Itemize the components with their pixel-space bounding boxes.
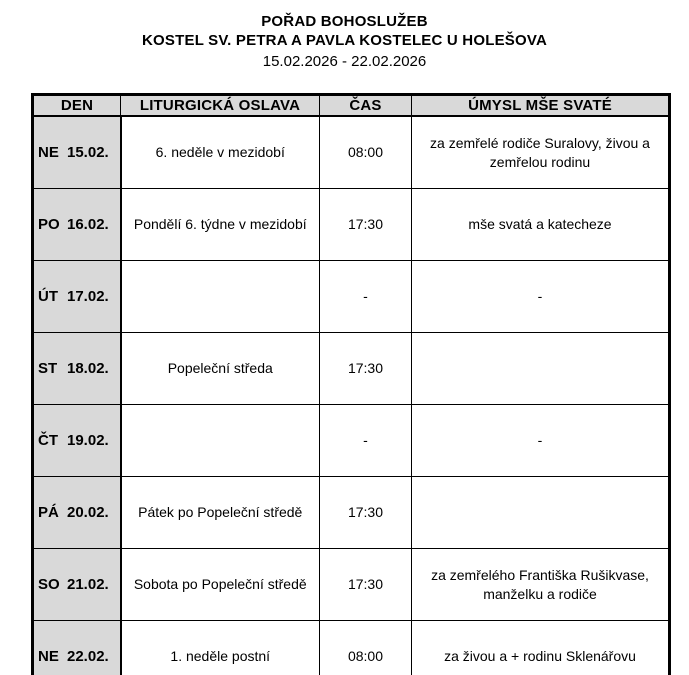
column-header-den: DEN — [33, 95, 121, 117]
celebration-cell: Sobota po Popeleční středě — [121, 549, 320, 621]
day-date: 16.02. — [67, 216, 109, 233]
day-cell — [33, 333, 121, 405]
column-header-cas: ČAS — [320, 95, 412, 117]
column-header-liturgicka-oslava: LITURGICKÁ OSLAVA — [121, 95, 320, 117]
day-abbr: PÁ — [38, 504, 59, 521]
day-date: 18.02. — [67, 360, 109, 377]
day-abbr: SO — [38, 576, 60, 593]
table-row-ct-19-02 — [33, 405, 670, 477]
time-cell: - — [320, 261, 412, 333]
day-abbr: ČT — [38, 432, 58, 449]
time-cell: 17:30 — [320, 189, 412, 261]
day-date: 21.02. — [67, 576, 109, 593]
time-cell: 17:30 — [320, 333, 412, 405]
time-cell: 08:00 — [320, 621, 412, 675]
date-range: 15.02.2026 - 22.02.2026 — [262, 53, 427, 70]
document-title: POŘAD BOHOSLUŽEB — [261, 13, 428, 30]
day-cell — [33, 477, 121, 549]
day-date: 15.02. — [67, 144, 109, 161]
day-abbr: ST — [38, 360, 58, 377]
celebration-cell: Popeleční středa — [121, 333, 320, 405]
table-row-ut-17-02 — [33, 261, 670, 333]
table-row-ne-22-02 — [33, 621, 670, 675]
day-date: 19.02. — [67, 432, 109, 449]
document-header — [0, 0, 689, 72]
church-name: KOSTEL SV. PETRA A PAVLA KOSTELEC U HOLEŠOVA — [142, 32, 547, 49]
table-row-st-18-02 — [33, 333, 670, 405]
table-row-so-21-02 — [33, 549, 670, 621]
time-cell: 17:30 — [320, 477, 412, 549]
day-cell — [33, 261, 121, 333]
intention-cell: mše svatá a katecheze — [412, 189, 670, 261]
intention-cell: za zemřelé rodiče Suralovy, živou a zemřelou rodinu — [412, 116, 670, 189]
intention-cell — [412, 477, 670, 549]
day-abbr: NE — [38, 648, 59, 665]
celebration-cell: Pondělí 6. týdne v mezidobí — [121, 189, 320, 261]
day-abbr: NE — [38, 144, 59, 161]
table-row-po-16-02 — [33, 189, 670, 261]
day-abbr: PO — [38, 216, 60, 233]
day-abbr: ÚT — [38, 288, 58, 305]
celebration-cell — [121, 261, 320, 333]
celebration-cell: Pátek po Popeleční středě — [121, 477, 320, 549]
schedule-table — [31, 93, 671, 675]
time-cell: - — [320, 405, 412, 477]
intention-cell: za živou a + rodinu Sklenářovu — [412, 621, 670, 675]
intention-cell: - — [412, 405, 670, 477]
day-cell — [33, 549, 121, 621]
time-cell: 17:30 — [320, 549, 412, 621]
table-row-pa-20-02 — [33, 477, 670, 549]
day-cell — [33, 405, 121, 477]
intention-cell — [412, 333, 670, 405]
time-cell: 08:00 — [320, 116, 412, 189]
table-header-row — [33, 95, 670, 117]
table-row-ne-15-02 — [33, 116, 670, 189]
day-cell — [33, 116, 121, 189]
intention-cell: - — [412, 261, 670, 333]
column-header-umysl-mse-svate: ÚMYSL MŠE SVATÉ — [412, 95, 670, 117]
day-date: 20.02. — [67, 504, 109, 521]
celebration-cell: 1. neděle postní — [121, 621, 320, 675]
celebration-cell — [121, 405, 320, 477]
day-cell — [33, 189, 121, 261]
celebration-cell: 6. neděle v mezidobí — [121, 116, 320, 189]
day-date: 17.02. — [67, 288, 109, 305]
day-cell — [33, 621, 121, 675]
day-date: 22.02. — [67, 648, 109, 665]
intention-cell: za zemřelého Františka Rušikvase, manželku a rodiče — [412, 549, 670, 621]
